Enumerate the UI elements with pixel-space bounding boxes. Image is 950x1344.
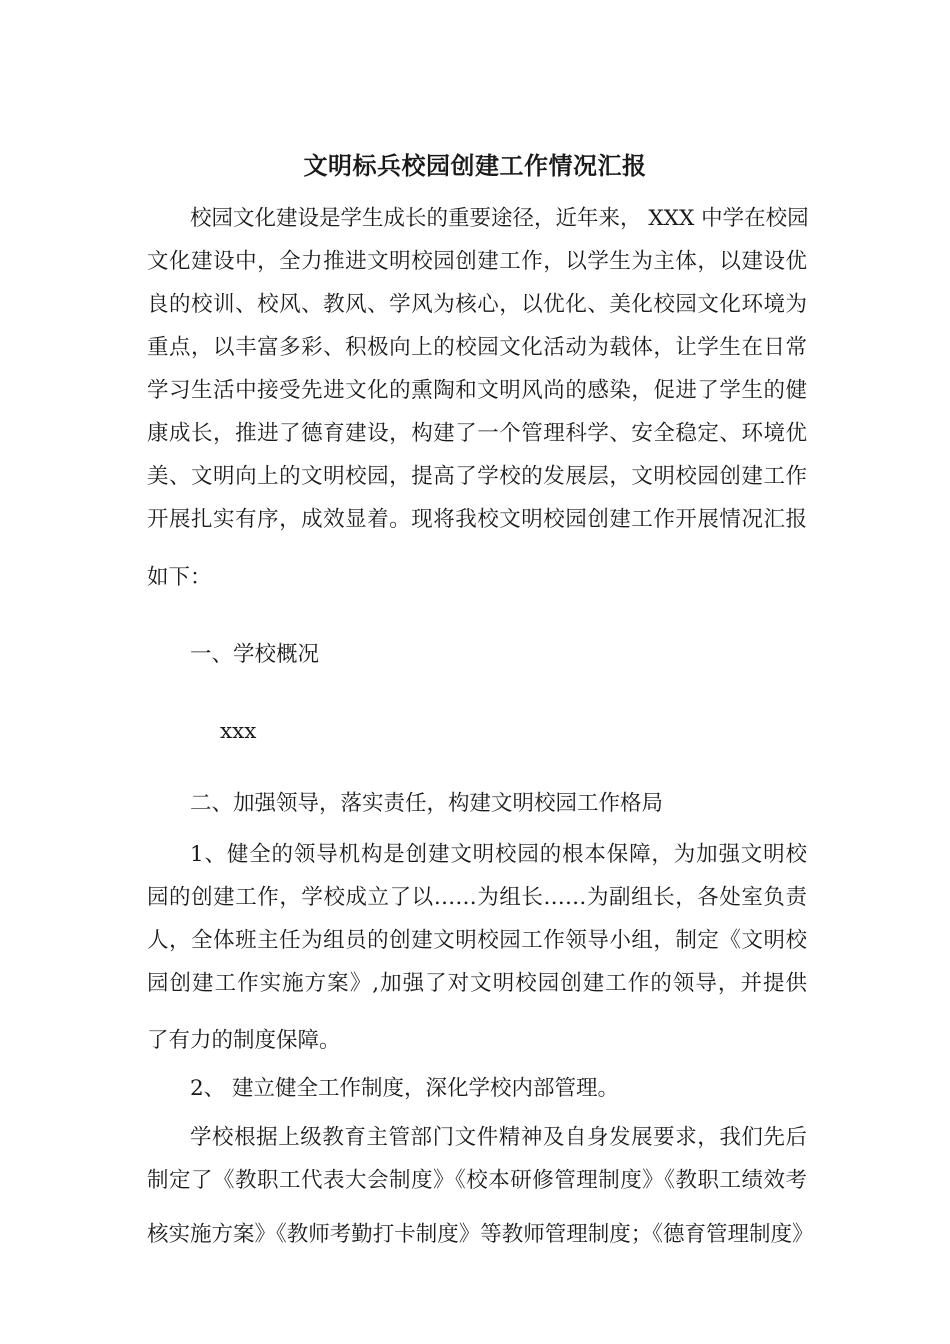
item1-line: 园的创建工作，学校成立了以……为组长……为副组长，各处室负责 <box>147 885 807 910</box>
item2-line: 核实施方案》《教师考勤打卡制度》等教师管理制度；《德育管理制度》 <box>147 1222 814 1247</box>
section2-heading: 二、加强领导，落实责任，构建文明校园工作格局 <box>190 791 664 816</box>
item1-line: 1、健全的领导机构是创建文明校园的根本保障，为加强文明校 <box>190 842 807 867</box>
intro-line: 重点，以丰富多彩、积极向上的校园文化活动为载体，让学生在日常 <box>147 335 807 360</box>
intro-line: 校园文化建设是学生成长的重要途径，近年来， XXX 中学在校园 <box>190 206 809 231</box>
intro-line: 学习生活中接受先进文化的熏陶和文明风尚的感染，促进了学生的健 <box>147 378 807 403</box>
intro-line: 康成长，推进了德育建设，构建了一个管理科学、安全稳定、环境优 <box>147 421 807 446</box>
intro-line: 美、文明向上的文明校园，提高了学校的发展层，文明校园创建工作 <box>147 464 807 489</box>
intro-line: 良的校训、校风、教风、学风为核心，以优化、美化校园文化环境为 <box>147 292 807 317</box>
item2-line: 学校根据上级教育主管部门文件精神及自身发展要求，我们先后 <box>190 1125 807 1150</box>
document-title: 文明标兵校园创建工作情况汇报 <box>303 152 647 180</box>
item1-line: 人，全体班主任为组员的创建文明校园工作领导小组，制定《文明校 <box>147 928 807 953</box>
item2-line: 制定了《教职工代表大会制度》《校本研修管理制度》《教职工绩效考 <box>147 1168 807 1193</box>
section1-heading: 一、学校概况 <box>190 642 320 667</box>
item1-line: 园创建工作实施方案》,加强了对文明校园创建工作的领导，并提供 <box>147 971 807 996</box>
intro-line: 如下： <box>147 565 212 590</box>
item2-heading: 2、 建立健全工作制度，深化学校内部管理。 <box>190 1076 620 1101</box>
item1-line: 了有力的制度保障。 <box>147 1028 341 1053</box>
intro-line: 开展扎实有序，成效显着。现将我校文明校园创建工作开展情况汇报 <box>147 507 807 532</box>
intro-line: 文化建设中，全力推进文明校园创建工作，以学生为主体，以建设优 <box>147 249 807 274</box>
section1-body: xxx <box>220 719 257 744</box>
